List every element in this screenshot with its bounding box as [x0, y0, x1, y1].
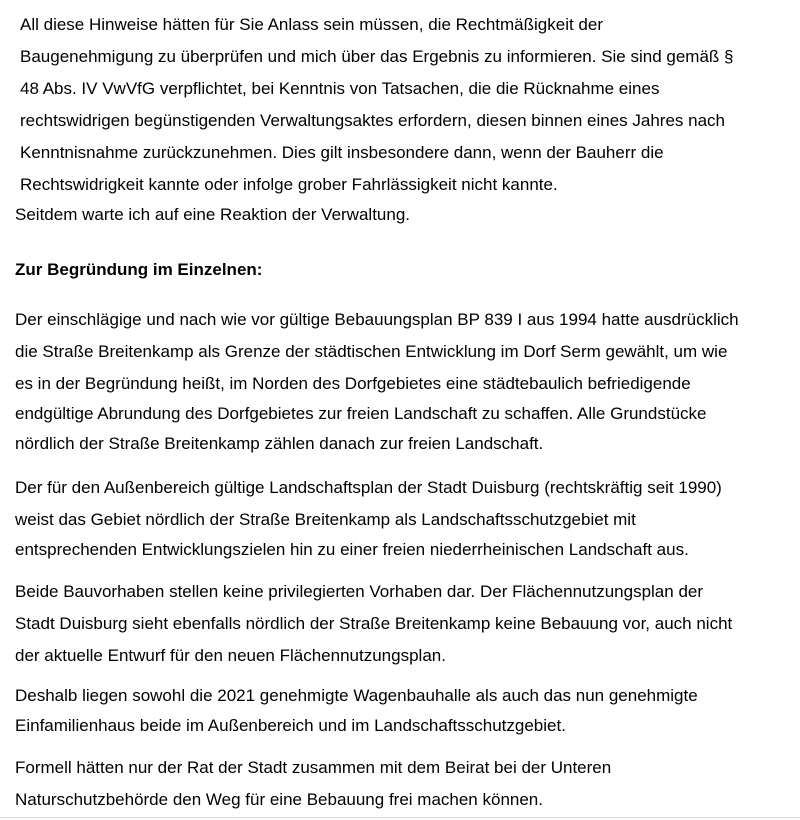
paragraph-line: der aktuelle Entwurf für den neuen Flächennutzungsplan. [15, 646, 446, 665]
paragraph-line: Deshalb liegen sowohl die 2021 genehmigte Wagenbauhalle als auch das nun genehmigte [15, 686, 698, 705]
paragraph-line: Der für den Außenbereich gültige Landschaftsplan der Stadt Duisburg (rechtskräftig seit 1990) [15, 478, 722, 497]
quote-line: rechtswidrigen begünstigenden Verwaltungsaktes erfordern, diesen binnen eines Jahres nach [20, 111, 726, 130]
quote-line: Kenntnisnahme zurückzunehmen. Dies gilt insbesondere dann, wenn der Bauherr die [20, 143, 664, 162]
paragraph-line: Naturschutzbehörde den Weg für eine Bebauung frei machen können. [15, 790, 543, 809]
quote-line: 48 Abs. IV VwVfG verpflichtet, bei Kenntnis von Tatsachen, die die Rücknahme eines [20, 79, 660, 98]
paragraph-line: Der einschlägige und nach wie vor gültige Bebauungsplan BP 839 I aus 1994 hatte ausdrücklich [15, 310, 739, 329]
paragraph-line: weist das Gebiet nördlich der Straße Breitenkamp als Landschaftsschutzgebiet mit [15, 510, 636, 529]
paragraph-line: Beide Bauvorhaben stellen keine privilegierten Vorhaben dar. Der Flächennutzungsplan der [15, 582, 704, 601]
quote-line: Baugenehmigung zu überprüfen und mich über das Ergebnis zu informieren. Sie sind gemäß § [20, 47, 734, 66]
paragraph-line: es in der Begründung heißt, im Norden des Dorfgebietes eine städtebaulich befriedigende [15, 374, 691, 393]
page-bottom-divider [0, 817, 800, 818]
paragraph-line: Formell hätten nur der Rat der Stadt zusammen mit dem Beirat bei der Unteren [15, 758, 612, 777]
quote-line: Rechtswidrigkeit kannte oder infolge grober Fahrlässigkeit nicht kannte. [20, 175, 558, 194]
paragraph-line: Stadt Duisburg sieht ebenfalls nördlich der Straße Breitenkamp keine Bebauung vor, auch nicht [15, 614, 733, 633]
quote-line: All diese Hinweise hätten für Sie Anlass sein müssen, die Rechtmäßigkeit der [20, 15, 604, 34]
paragraph-line: die Straße Breitenkamp als Grenze der städtischen Entwicklung im Dorf Serm gewählt, um wie [15, 342, 728, 361]
section-heading: Zur Begründung im Einzelnen: [15, 260, 263, 279]
paragraph-line: Einfamilienhaus beide im Außenbereich und im Landschaftsschutzgebiet. [15, 716, 566, 735]
waiting-line: Seitdem warte ich auf eine Reaktion der Verwaltung. [15, 205, 411, 224]
paragraph-line: nördlich der Straße Breitenkamp zählen danach zur freien Landschaft. [15, 434, 544, 453]
paragraph-line: entsprechenden Entwicklungszielen hin zu einer freien niederrheinischen Landschaft aus. [15, 540, 689, 559]
paragraph-line: endgültige Abrundung des Dorfgebietes zur freien Landschaft zu schaffen. Alle Grundstücke [15, 404, 707, 423]
